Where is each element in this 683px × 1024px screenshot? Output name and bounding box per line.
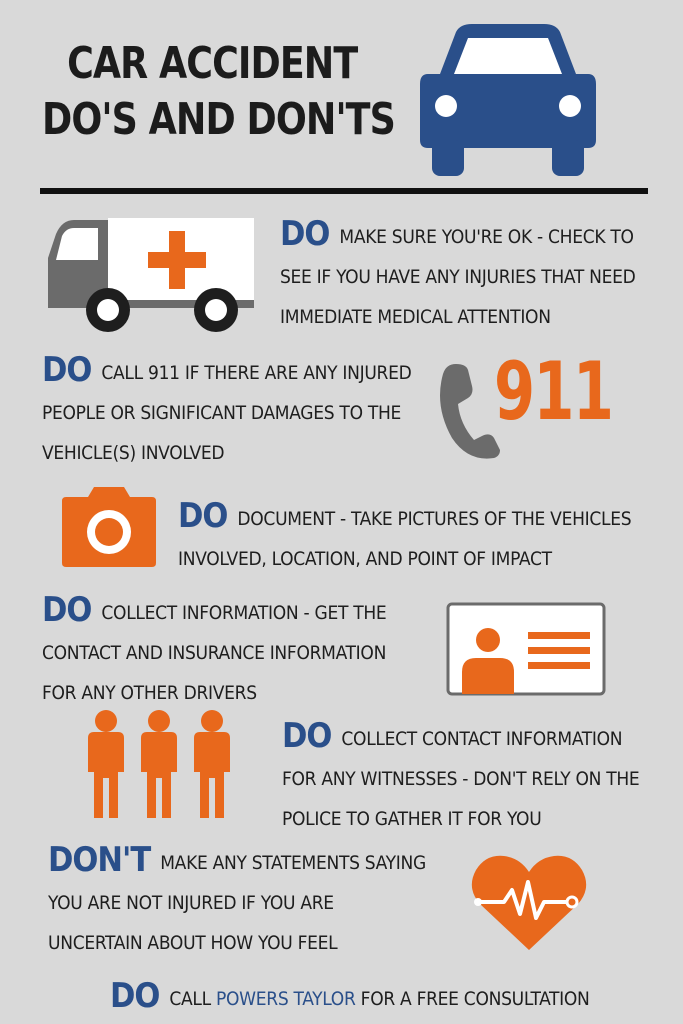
tip-keyword: DO [42, 590, 92, 630]
footer-after: FOR A FREE CONSULTATION [360, 988, 590, 1010]
tip-text: COLLECT CONTACT INFORMATION FOR ANY WITNESSES - DON'T RELY ON THE POLICE TO GATHER IT FOR YOU [282, 728, 640, 830]
people-icon [84, 708, 234, 820]
camera-icon [60, 481, 158, 569]
tip-text: CALL 911 IF THERE ARE ANY INJURED PEOPLE OR SIGNIFICANT DAMAGES TO THE VEHICLE(S) INVOLVED [42, 362, 412, 464]
tip-witnesses [282, 716, 652, 839]
title-divider [40, 188, 648, 194]
footer-cta [110, 976, 630, 1019]
tip-keyword: DON'T [48, 840, 151, 880]
page-title [42, 36, 395, 148]
heart-pulse-icon [470, 852, 588, 952]
tip-text: COLLECT INFORMATION - GET THE CONTACT AND INSURANCE INFORMATION FOR ANY OTHER DRIVERS [42, 602, 387, 704]
title-line-2: DO'S AND DON'TS [42, 94, 395, 145]
powers-taylor-link[interactable]: POWERS TAYLOR [216, 988, 356, 1010]
footer-before: CALL [169, 988, 211, 1010]
phone-number-911: 911 [494, 345, 613, 438]
tip-keyword: DO [280, 214, 330, 254]
title-line-1: CAR ACCIDENT [67, 38, 358, 89]
footer-keyword: DO [110, 976, 160, 1016]
tip-collect-info [42, 590, 422, 713]
tip-keyword: DO [282, 716, 332, 756]
tip-text: MAKE SURE YOU'RE OK - CHECK TO SEE IF YOU HAVE ANY INJURIES THAT NEED IMMEDIATE MEDICAL ATTENTION [280, 226, 636, 328]
tip-call-911 [42, 350, 422, 473]
tip-ok [280, 214, 660, 337]
ambulance-icon [46, 214, 258, 338]
tip-keyword: DO [178, 496, 228, 536]
tip-text: MAKE ANY STATEMENTS SAYING YOU ARE NOT INJURED IF YOU ARE UNCERTAIN ABOUT HOW YOU FEEL [48, 852, 426, 954]
id-card-icon [446, 602, 606, 696]
tip-statements [48, 840, 428, 963]
tip-text: DOCUMENT - TAKE PICTURES OF THE VEHICLES INVOLVED, LOCATION, AND POINT OF IMPACT [178, 508, 632, 570]
tip-keyword: DO [42, 350, 92, 390]
car-icon [416, 22, 600, 178]
tip-document [178, 496, 638, 579]
